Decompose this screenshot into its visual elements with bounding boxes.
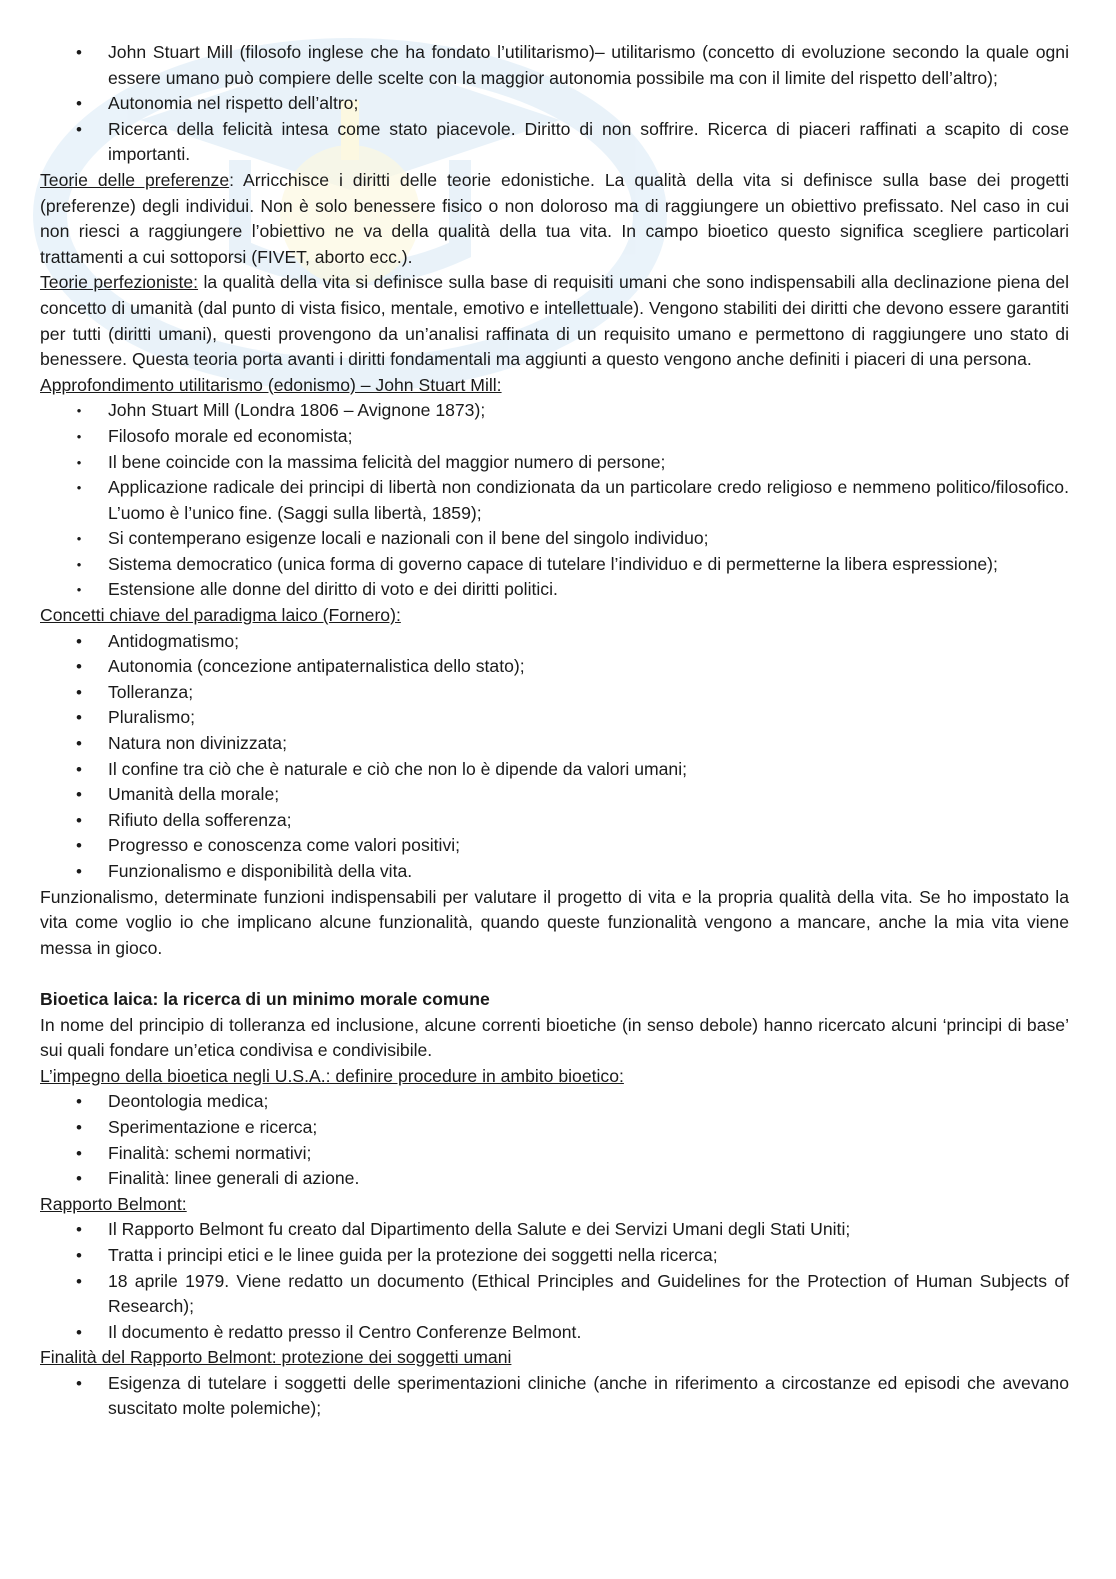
list-item: • Tolleranza; — [76, 681, 194, 702]
list-item: • Umanità della morale; — [76, 784, 280, 805]
usa-bullet-list — [40, 1089, 1069, 1191]
bioetica-laica-title: Bioetica laica: la ricerca di un minimo morale comune — [40, 988, 490, 1009]
list-item: • Tratta i principi etici e le linee guida per la protezione dei soggetti nella ricerca; — [76, 1244, 718, 1265]
list-item: • Rifiuto della sofferenza; — [76, 809, 292, 830]
list-item: • Applicazione radicale dei principi di libertà non condizionata da un particolare credo religioso e nemmeno politico/filosofico. L’uomo è l’unico fine. (Saggi sulla libertà, 1859); — [76, 477, 1069, 523]
list-item: • John Stuart Mill (Londra 1806 – Avignone 1873); — [76, 400, 486, 421]
list-item: • Filosofo morale ed economista; — [76, 425, 353, 446]
list-item: • Il Rapporto Belmont fu creato dal Dipartimento della Salute e dei Servizi Umani degli Stati Uniti; — [76, 1219, 851, 1240]
list-item: • Progresso e conoscenza come valori positivi; — [76, 835, 461, 856]
perfezioniste-heading: Teorie perfezioniste: — [40, 272, 199, 293]
intro-bullet-list — [40, 40, 1069, 168]
list-item: • Finalità: schemi normativi; — [76, 1142, 312, 1163]
list-item: • Il documento è redatto presso il Centro Conferenze Belmont. — [76, 1321, 582, 1342]
bioetica-laica-paragraph: In nome del principio di tolleranza ed inclusione, alcune correnti bioetiche (in senso debole) hanno ricercato alcuni ‘principi di base’ sui quali fondare un’etica condivisa e condivisibile. — [40, 1014, 1069, 1061]
list-item: • 18 aprile 1979. Viene redatto un documento (Ethical Principles and Guidelines for the Protection of Human Subjects of Research); — [76, 1270, 1069, 1317]
list-item: • Pluralismo; — [76, 707, 196, 728]
list-item: • Esigenza di tutelare i soggetti delle sperimentazioni cliniche (anche in riferimento a circostanze ed episodi che avevano suscitato molte polemiche); — [76, 1372, 1069, 1419]
list-item: • Il bene coincide con la massima felicità del maggior numero di persone; — [76, 451, 666, 472]
list-item: • Si contemperano esigenze locali e nazionali con il bene del singolo individuo; — [76, 528, 709, 549]
laico-bullet-list — [40, 629, 1069, 885]
list-item: • Finalità: linee generali di azione. — [76, 1168, 360, 1189]
finalita-bullet-list — [40, 1371, 1069, 1422]
finalita-heading: Finalità del Rapporto Belmont: protezione dei soggetti umani — [40, 1347, 512, 1368]
list-item: • Ricerca della felicità intesa come stato piacevole. Diritto di non soffrire. Ricerca di piaceri raffinati a scapito di cose importanti. — [76, 118, 1069, 165]
list-item: • John Stuart Mill (filosofo inglese che ha fondato l’utilitarismo)– utilitarismo (concetto di evoluzione secondo la quale ogni essere umano può compiere delle scelte con la maggior autonomia possibile ma con il limite del rispetto dell’altro); — [76, 42, 1069, 88]
belmont-bullet-list — [40, 1217, 1069, 1345]
usa-heading: L’impegno della bioetica negli U.S.A.: definire procedure in ambito bioetico: — [40, 1065, 624, 1086]
section-spacer — [40, 961, 1069, 987]
list-item: • Funzionalismo e disponibilità della vita. — [76, 861, 413, 881]
document-page — [40, 40, 1069, 1422]
list-item: • Estensione alle donne del diritto di voto e dei diritti politici. — [76, 579, 558, 600]
list-item: • Deontologia medica; — [76, 1091, 269, 1112]
perfezioniste-paragraph: Teorie perfezioniste: la qualità della vita si definisce sulla base di requisiti umani che sono indispensabili alla declinazione piena del concetto di umanità (dal punto di vista fisico, mentale, emotivo e intellettuale). Vengono stabiliti dei diritti che devono essere garantiti per tutti (diritti umani), questi provengono da un’analisi raffinata di un requisito umano e permettono di raggiungere uno stato di benessere. Questa teoria porta avanti i diritti fondamentali ma aggiunti a questo vengono anche definiti i piaceri di una persona. — [40, 272, 1070, 370]
list-item: • Sperimentazione e ricerca; — [76, 1116, 318, 1137]
laico-heading: Concetti chiave del paradigma laico (Fornero): — [40, 605, 401, 626]
preferenze-heading: Teorie delle preferenze — [40, 169, 230, 190]
list-item: • Autonomia nel rispetto dell’altro; — [76, 93, 359, 114]
list-item: • Natura non divinizzata; — [76, 733, 287, 754]
list-item: • Il confine tra ciò che è naturale e ciò che non lo è dipende da valori umani; — [76, 758, 688, 779]
list-item: • Antidogmatismo; — [76, 630, 240, 651]
belmont-heading: Rapporto Belmont: — [40, 1193, 187, 1214]
list-item: • Autonomia (concezione antipaternalistica dello stato); — [76, 656, 525, 677]
funzionalismo-paragraph: Funzionalismo, determinate funzioni indispensabili per valutare il progetto di vita e la propria qualità della vita. Se ho impostato la vita come voglio io che implicano alcune funzionalità, quando queste funzionalità vengono a mancare, anche la mia vita viene messa in gioco. — [40, 886, 1069, 958]
preferenze-paragraph: Teorie delle preferenze: Arricchisce i diritti delle teorie edonistiche. La qualità della vita si definisce sulla base dei progetti (preferenze) degli individui. Non è solo benessere fisico o non doloroso ma di raggiungere un obiettivo prefissato. Nel caso in cui non riesci a raggiungere l’obiettivo ne va della qualità della tua vita. In campo bioetico questo significa scegliere particolari trattamenti a cui sottoporsi (FIVET, aborto ecc.). — [40, 169, 1069, 267]
list-item: • Sistema democratico (unica forma di governo capace di tutelare l’individuo e di permetterne la libera espressione); — [76, 553, 998, 574]
mill-heading: Approfondimento utilitarismo (edonismo) – John Stuart Mill: — [40, 374, 502, 395]
mill-bullet-list — [40, 398, 1069, 603]
